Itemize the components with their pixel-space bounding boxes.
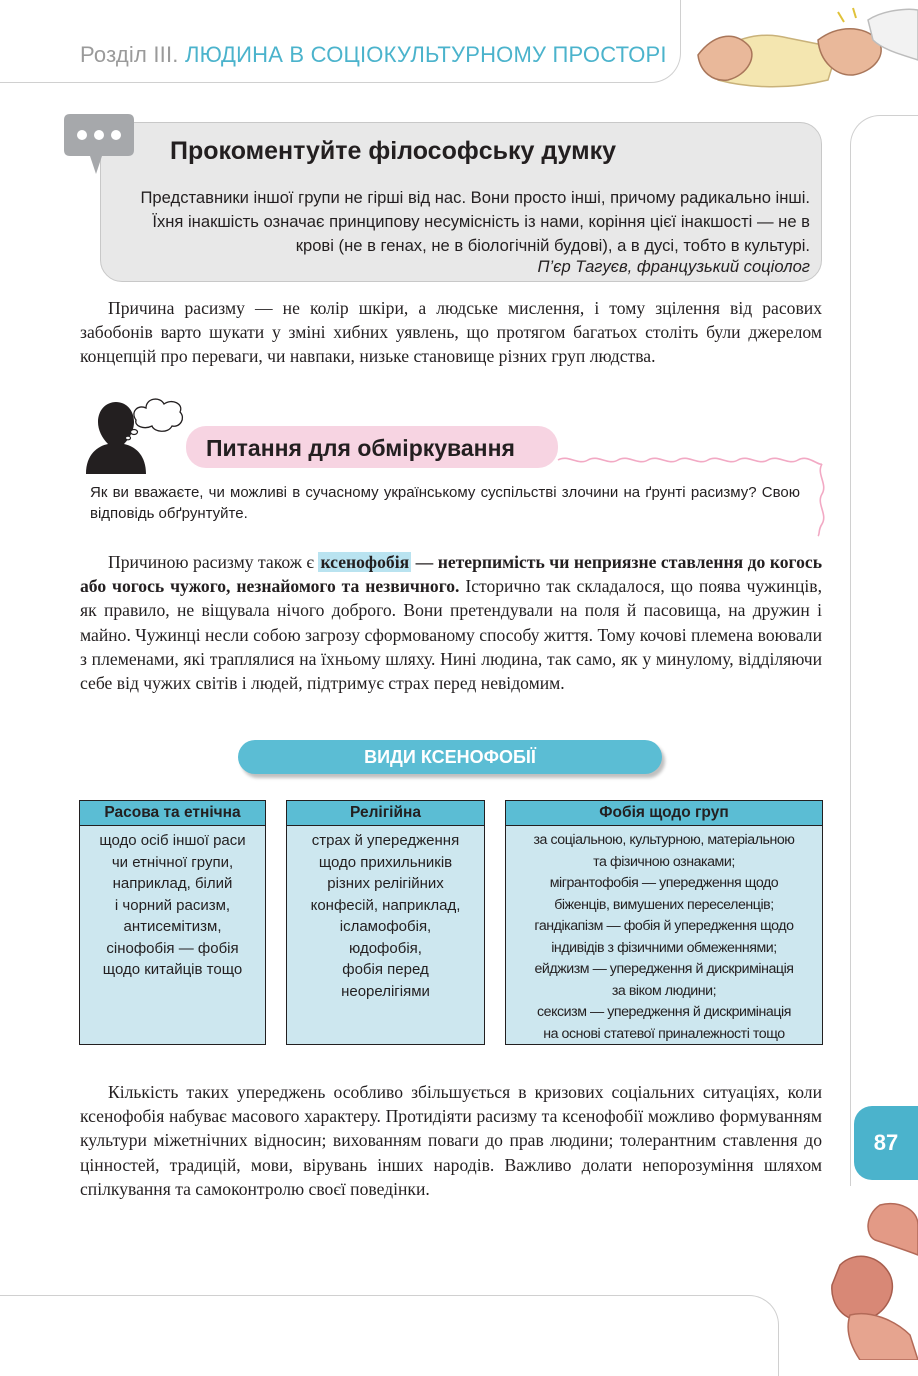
- column-line: і чорний расизм,: [114, 896, 231, 914]
- page-side-frame: [850, 115, 918, 1186]
- column-header: Расова та етнічна: [80, 801, 265, 826]
- column-line: сексизм — упередження й дискримінація: [537, 1004, 791, 1020]
- xenophobia-term: ксенофобія: [320, 552, 410, 572]
- column-header: Фобія щодо груп: [506, 801, 822, 826]
- column-line: індивідів з фізичними обмеженнями;: [551, 939, 777, 956]
- column-line: та фізичною ознаками;: [593, 853, 735, 870]
- column-line: неорелігіями: [341, 982, 430, 1000]
- person-thinking-icon: [76, 390, 186, 474]
- quote-author: П’єр Тагуєв, французький соціолог: [537, 257, 810, 276]
- type-column-religious: [286, 800, 485, 1045]
- running-header: [80, 42, 667, 68]
- column-line: фобія перед: [342, 961, 429, 978]
- section-number: Розділ ІІІ.: [80, 42, 179, 67]
- column-line: сінофобія — фобія: [106, 939, 239, 957]
- column-line: гандікапізм — фобія й упередження щодо: [534, 918, 794, 934]
- page-bottom-frame: [0, 1295, 779, 1376]
- question-label: Питання для обміркування: [186, 426, 558, 468]
- column-line: біженців, вимушених переселенців;: [554, 896, 774, 913]
- column-line: юдофобія,: [349, 939, 422, 957]
- type-column-group-phobia: [505, 800, 823, 1045]
- xenophobia-history: Історично так складалося, що поява чужинців, як правило, не віщувала нічого доброго. Вони претендували на поля й пасовища, на дружин і майно. Чужинці несли собою загрозу сформованому способу життя. Тому кочові племена воювали з племенами, які траплялися на їхньому шляху. Нині людина, так само, як у минулому, відділяючи себе від чужих світів і людей, підтримує страх перед невідомим.: [80, 576, 822, 694]
- type-column-racial-ethnic: [79, 800, 266, 1045]
- column-line: на основі статевої приналежності тощо: [543, 1025, 785, 1042]
- quote-text: Представники іншої групи не гірші від нас. Вони просто інші, причому радикально інші. Їхня інакшість означає принципову несумісність із нами, коріння цієї інакшості — не в крові (не в генах, не в біологічній будові), а в дусі, тобто в культурі.: [140, 188, 810, 255]
- column-line: ейджизм — упередження й дискримінація: [534, 961, 794, 977]
- column-line: різних релігійних: [327, 875, 444, 892]
- column-header: Релігійна: [287, 801, 484, 826]
- column-line: щодо прихильників: [318, 853, 453, 871]
- xenophobia-types-title: ВИДИ КСЕНОФОБІЇ: [238, 740, 662, 774]
- column-line: ісламофобія,: [339, 918, 432, 935]
- paragraph-counteraction: Кількість таких упереджень особливо збільшується в кризових соціальних ситуаціях, коли ксенофобія набуває масового характеру. Протидіяти расизму та ксенофобії можливо формуванням культури міжетнічних відносин; вихованням поваги до прав людини; толерантним ставлення до цінностей, традицій, мови, вірувань інших народів. Важливо долати непорозуміння шляхом спілкування та самоконтролю своєї поведінки.: [80, 1082, 822, 1199]
- column-body: [287, 826, 484, 1006]
- column-line: антисемітизм,: [123, 918, 222, 935]
- xenophobia-definition: — нетерпимість чи неприязне ставлення до когось або чогось чужого, незнайомого та незвичного.: [80, 552, 822, 597]
- column-line: за віком людини;: [611, 982, 717, 999]
- page-number: 87: [873, 1130, 899, 1155]
- paragraph-xenophobia: [80, 550, 822, 695]
- column-line: страх й упередження: [311, 832, 460, 849]
- page-number-tab: [854, 1106, 918, 1180]
- column-line: наприклад, білий: [112, 875, 233, 892]
- hands-illustration-bottom: [820, 1195, 918, 1360]
- column-line: щодо китайців тощо: [102, 961, 243, 978]
- paragraph-racism-cause: Причина расизму — не колір шкіри, а людське мислення, і тому зцілення від расових забобонів варто шукати у зміні хибних уявлень, що протягом багатьох століть були джерелом концепцій про переваги, чи навпаки, низьке становище різних груп людства.: [80, 298, 822, 367]
- column-body: [80, 826, 265, 985]
- column-body: [506, 826, 822, 1049]
- hands-illustration-top: [688, 0, 918, 100]
- column-line: щодо осіб іншої раси: [99, 832, 246, 849]
- column-line: конфесій, наприклад,: [310, 896, 461, 914]
- column-line: за соціальною, культурною, матеріальною: [533, 832, 795, 848]
- section-title: ЛЮДИНА В СОЦІОКУЛЬТУРНОМУ ПРОСТОРІ: [184, 42, 667, 67]
- column-line: чи етнічної групи,: [111, 853, 234, 871]
- column-line: мігрантофобія — упередження щодо: [549, 875, 779, 891]
- xenophobia-intro: Причиною расизму також є: [108, 552, 319, 572]
- question-text: Як ви вважаєте, чи можливі в сучасному українському суспільстві злочини на ґрунті расизму? Свою відповідь обґрунтуйте.: [90, 484, 800, 522]
- speech-bubble-icon: [62, 112, 136, 178]
- quote-heading: Прокоментуйте філософську думку: [170, 137, 617, 165]
